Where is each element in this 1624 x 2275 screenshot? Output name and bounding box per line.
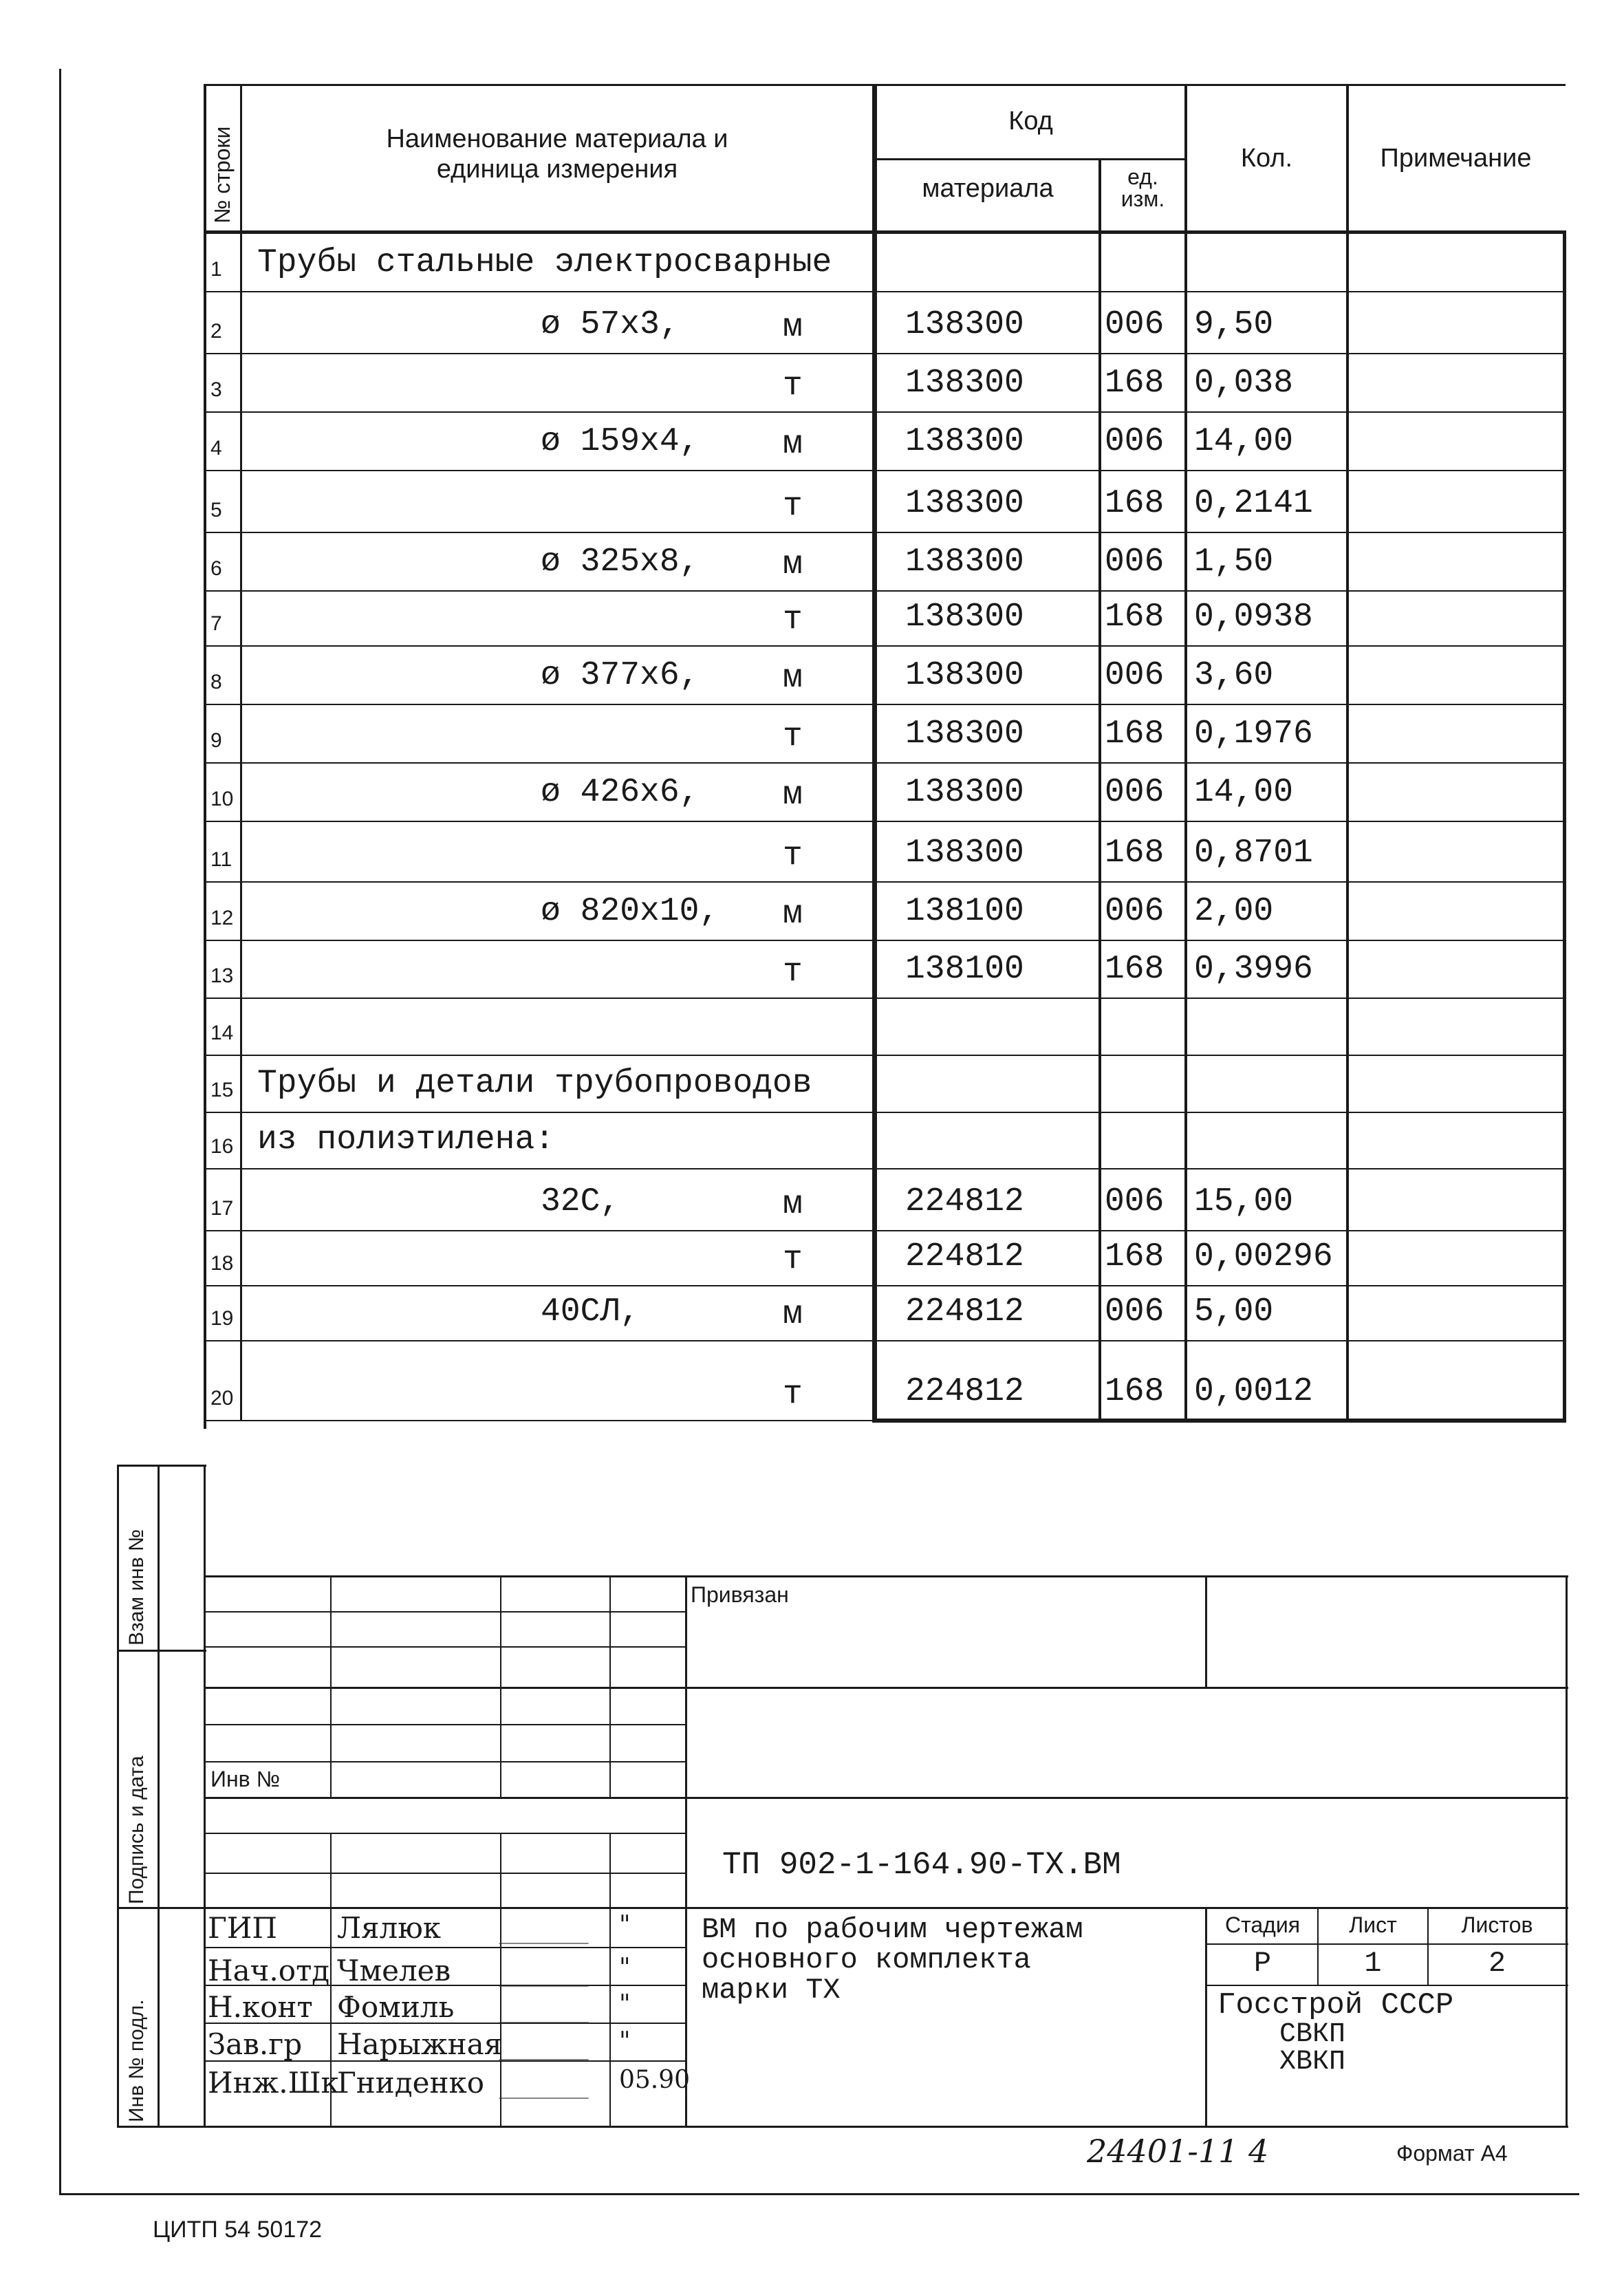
header-name-line1: Наименование материала и (386, 125, 728, 153)
col-num-divider (240, 84, 242, 1421)
stamp-grid-v3 (500, 1575, 501, 1797)
stamp-grid-v1 (204, 1465, 206, 2126)
stamp-grid-v6 (1205, 1575, 1207, 1687)
row-number: 12 (210, 907, 234, 929)
row-qty: 14,00 (1194, 774, 1294, 811)
row-size: ø 159х4, (541, 423, 700, 460)
row-unit: т (783, 601, 803, 638)
stamp-org-line3: ХВКП (1279, 2047, 1346, 2078)
signature-scribble-icon (499, 1958, 602, 1987)
table-row (204, 1231, 1566, 1286)
stamp-sheet-label: Лист (1349, 1912, 1397, 1937)
row-unit-code: 006 (1105, 893, 1165, 930)
row-number: 1 (210, 258, 222, 281)
row-qty: 0,3996 (1194, 951, 1313, 988)
row-unit: м (783, 546, 803, 583)
stamp-doc-code: ТП 902-1-164.90-ТХ.ВМ (722, 1847, 1121, 1883)
header-material: материала (922, 174, 1054, 203)
signer-name: Лялюк (337, 1911, 442, 1945)
table-left-border (204, 84, 206, 1429)
signer-date: " (619, 2027, 631, 2056)
row-number: 17 (210, 1197, 234, 1220)
signer-role: Нач.отд (208, 1954, 330, 1987)
signer-name: Гниденко (337, 2066, 485, 2100)
stamp-sheets-label: Листов (1461, 1912, 1533, 1937)
stamp-title-line3: марки ТХ (702, 1974, 841, 2007)
row-material-code: 138300 (905, 599, 1024, 636)
table-row (204, 822, 1566, 883)
table-row (204, 1341, 1566, 1421)
signer-name: Чмелев (337, 1954, 451, 1987)
header-code: Код (1008, 107, 1053, 136)
row-qty: 0,2141 (1194, 485, 1313, 522)
table-row (204, 354, 1566, 413)
header-bottom-border (204, 230, 1566, 234)
row-number: 20 (210, 1387, 234, 1410)
side-podpis: Подпись и дата (125, 1756, 148, 1904)
row-qty: 2,00 (1194, 893, 1274, 930)
col-code-left (872, 84, 877, 1421)
row-unit: м (783, 777, 803, 814)
row-unit-code: 006 (1105, 423, 1165, 460)
row-number: 5 (210, 499, 222, 521)
header-qty: Кол. (1240, 144, 1293, 173)
side-divider-1 (117, 1650, 206, 1652)
stamp-grid-h2 (204, 1611, 685, 1613)
stamp-title-line1: ВМ по рабочим чертежам (702, 1913, 1083, 1946)
row-qty: 9,50 (1194, 306, 1274, 343)
row-qty: 0,00296 (1194, 1238, 1333, 1275)
stamp-stage-label: Стадия (1224, 1912, 1301, 1937)
signer-date: " (619, 1954, 631, 1982)
row-unit: м (783, 1296, 803, 1333)
row-number: 19 (210, 1307, 234, 1330)
row-number: 2 (210, 320, 222, 343)
table-row (204, 705, 1566, 764)
stamp-stage: Р (1253, 1947, 1272, 1980)
row-number: 14 (210, 1022, 234, 1044)
table-row (204, 413, 1566, 471)
table-row (204, 533, 1566, 592)
row-unit-code: 006 (1105, 543, 1165, 581)
side-col-left (117, 1465, 119, 2126)
row-unit-code: 168 (1105, 599, 1165, 636)
row-material-code: 224812 (905, 1373, 1024, 1410)
row-number: 6 (210, 557, 222, 580)
row-material-code: 138300 (905, 423, 1024, 460)
row-qty: 0,8701 (1194, 834, 1313, 872)
frame-bottom-line (59, 2193, 1579, 2195)
row-qty: 0,0012 (1194, 1373, 1313, 1410)
row-name: из полиэтилена: (257, 1121, 555, 1158)
row-number: 7 (210, 612, 222, 635)
footer-tsitp: ЦИТП 54 50172 (153, 2217, 323, 2243)
stamp-top-line (117, 1465, 206, 1467)
signer-name: Фомиль (337, 1990, 455, 2024)
row-name: Трубы стальные электросварные (257, 244, 832, 281)
row-number: 4 (210, 437, 222, 460)
row-number: 13 (210, 964, 234, 987)
row-unit: т (783, 1241, 803, 1278)
row-unit-code: 168 (1105, 834, 1165, 872)
row-unit: м (783, 896, 803, 933)
stamp-grid-h10 (204, 1907, 1568, 1909)
stamp-grid-h8 (204, 1833, 685, 1834)
row-material-code: 138100 (905, 893, 1024, 930)
row-unit: м (783, 660, 803, 697)
col-code-divider (1098, 158, 1101, 1421)
signature-scribble-icon (499, 2070, 602, 2099)
row-unit: т (783, 953, 803, 991)
side-inv-podl: Инв № подл. (125, 1999, 148, 2122)
row-material-code: 138300 (905, 365, 1024, 402)
table-top-border (204, 84, 1566, 86)
row-material-code: 138100 (905, 951, 1024, 988)
signer-date: " (619, 1990, 631, 2018)
col-qty-right (1346, 84, 1349, 1421)
row-qty: 0,0938 (1194, 599, 1313, 636)
stamp-grid-v5 (685, 1575, 687, 2126)
stamp-grid-v3b (500, 1833, 501, 2126)
header-unit-line1: ед. (1127, 164, 1158, 189)
row-size: ø 377х6, (541, 657, 700, 694)
row-unit: т (783, 718, 803, 755)
row-material-code: 224812 (905, 1293, 1024, 1330)
row-number: 16 (210, 1135, 234, 1158)
col-unit-right (1184, 84, 1187, 1421)
row-unit-code: 168 (1105, 1238, 1165, 1275)
side-vzam: Взам инв № (125, 1529, 148, 1646)
header-note: Примечание (1380, 144, 1532, 173)
row-size: 40СЛ, (541, 1293, 640, 1330)
row-unit: т (783, 1376, 803, 1413)
table-row (204, 1169, 1566, 1231)
footer-handwritten-no: 24401-11 4 (1087, 2133, 1269, 2170)
row-qty: 0,038 (1194, 365, 1294, 402)
row-material-code: 138300 (905, 834, 1024, 872)
table-row (204, 941, 1566, 999)
row-unit: м (783, 309, 803, 346)
signer-role: Н.конт (208, 1990, 313, 2024)
row-material-code: 138300 (905, 774, 1024, 811)
stamp-grid-h4 (204, 1687, 1568, 1689)
side-col-right (158, 1465, 160, 2126)
frame-left-line (59, 69, 61, 2193)
signer-role: Зав.гр (208, 2027, 303, 2061)
header-unit-line2: изм. (1120, 186, 1165, 211)
table-row (204, 471, 1566, 533)
table-row (204, 1056, 1566, 1113)
stamp-grid-h6 (204, 1761, 685, 1762)
row-unit: т (783, 837, 803, 874)
table-row (204, 999, 1566, 1056)
row-unit-code: 168 (1105, 951, 1165, 988)
code-header-divider (872, 158, 1187, 160)
row-unit-code: 168 (1105, 365, 1165, 402)
row-unit-code: 168 (1105, 485, 1165, 522)
row-material-code: 224812 (905, 1183, 1024, 1220)
stamp-grid-v2 (330, 1575, 332, 1797)
row-size: ø 325х8, (541, 543, 700, 581)
stamp-grid-v7 (1205, 1907, 1207, 2126)
signer-name: Нарыжная (337, 2027, 503, 2061)
stamp-bottom-line (117, 2126, 1568, 2128)
stamp-org-line1: Госстрой СССР (1217, 1988, 1454, 2023)
table-row (204, 234, 1566, 292)
signature-scribble-icon (499, 1994, 602, 2023)
row-unit: м (783, 1186, 803, 1223)
row-material-code: 138300 (905, 485, 1024, 522)
row-unit-code: 006 (1105, 1183, 1165, 1220)
signer-date: " (619, 1911, 631, 1939)
stamp-grid-stage-h2 (1205, 1985, 1568, 1986)
row-unit: т (783, 488, 803, 525)
row-unit-code: 168 (1105, 715, 1165, 753)
stamp-grid-h9 (204, 1873, 685, 1874)
row-number: 18 (210, 1252, 234, 1275)
table-row (204, 764, 1566, 822)
stamp-grid-h3 (204, 1646, 685, 1648)
footer-format: Формат А4 (1396, 2141, 1508, 2166)
table-row (204, 1113, 1566, 1169)
stamp-grid-h1 (204, 1575, 1568, 1577)
row-material-code: 224812 (905, 1238, 1024, 1275)
row-number: 3 (210, 378, 222, 401)
signer-role: ГИП (208, 1911, 278, 1945)
row-unit-code: 006 (1105, 306, 1165, 343)
row-number: 15 (210, 1079, 234, 1101)
row-number: 8 (210, 671, 222, 693)
row-size: ø 426х6, (541, 774, 700, 811)
stamp-grid-v4b (609, 1833, 611, 2126)
signer-separator (204, 1947, 685, 1948)
row-qty: 5,00 (1194, 1293, 1274, 1330)
header-row-no: № строки (210, 126, 235, 224)
row-material-code: 138300 (905, 543, 1024, 581)
stamp-sheet: 1 (1364, 1947, 1382, 1980)
row-unit: т (783, 367, 803, 405)
signature-scribble-icon (499, 1915, 602, 1944)
stamp-title-line2: основного комплекта (702, 1943, 1031, 1976)
signer-role: Инж.Шк (208, 2066, 339, 2100)
row-material-code: 138300 (905, 715, 1024, 753)
stamp-sheets: 2 (1488, 1947, 1506, 1980)
row-unit-code: 006 (1105, 657, 1165, 694)
table-row (204, 647, 1566, 705)
row-number: 11 (210, 848, 232, 871)
table-row (204, 1286, 1566, 1341)
stamp-grid-v4 (609, 1575, 611, 1797)
header-name-line2: единица измерения (436, 155, 678, 184)
row-unit-code: 168 (1105, 1373, 1165, 1410)
signature-scribble-icon (499, 2031, 602, 2060)
row-qty: 14,00 (1194, 423, 1294, 460)
stamp-org-line2: СВКП (1279, 2019, 1346, 2050)
row-unit-code: 006 (1105, 1293, 1165, 1330)
signer-date: 05.90 (619, 2066, 691, 2094)
side-divider-2 (117, 1907, 206, 1909)
table-row (204, 592, 1566, 647)
row-qty: 3,60 (1194, 657, 1274, 694)
row-material-code: 138300 (905, 657, 1024, 694)
row-qty: 0,1976 (1194, 715, 1313, 753)
row-unit: м (783, 426, 803, 463)
table-right-border (1563, 230, 1566, 1423)
stamp-privyazan: Привязан (691, 1582, 789, 1607)
stamp-grid-h7 (204, 1797, 1568, 1799)
table-row (204, 883, 1566, 941)
stamp-right-border (1566, 1575, 1568, 2126)
row-unit-code: 006 (1105, 774, 1165, 811)
row-name: Трубы и детали трубопроводов (257, 1065, 812, 1102)
table-bottom-border (872, 1419, 1566, 1423)
stamp-inv-no: Инв № (210, 1767, 280, 1791)
table-row (204, 292, 1566, 354)
row-qty: 1,50 (1194, 543, 1274, 581)
row-size: 32С, (541, 1183, 620, 1220)
row-number: 9 (210, 729, 222, 752)
row-number: 10 (210, 788, 234, 810)
row-qty: 15,00 (1194, 1183, 1294, 1220)
row-size: ø 57х3, (541, 306, 680, 343)
row-material-code: 138300 (905, 306, 1024, 343)
row-size: ø 820х10, (541, 893, 719, 930)
stamp-grid-stage-h1 (1205, 1943, 1568, 1945)
stamp-grid-h5 (204, 1724, 685, 1725)
